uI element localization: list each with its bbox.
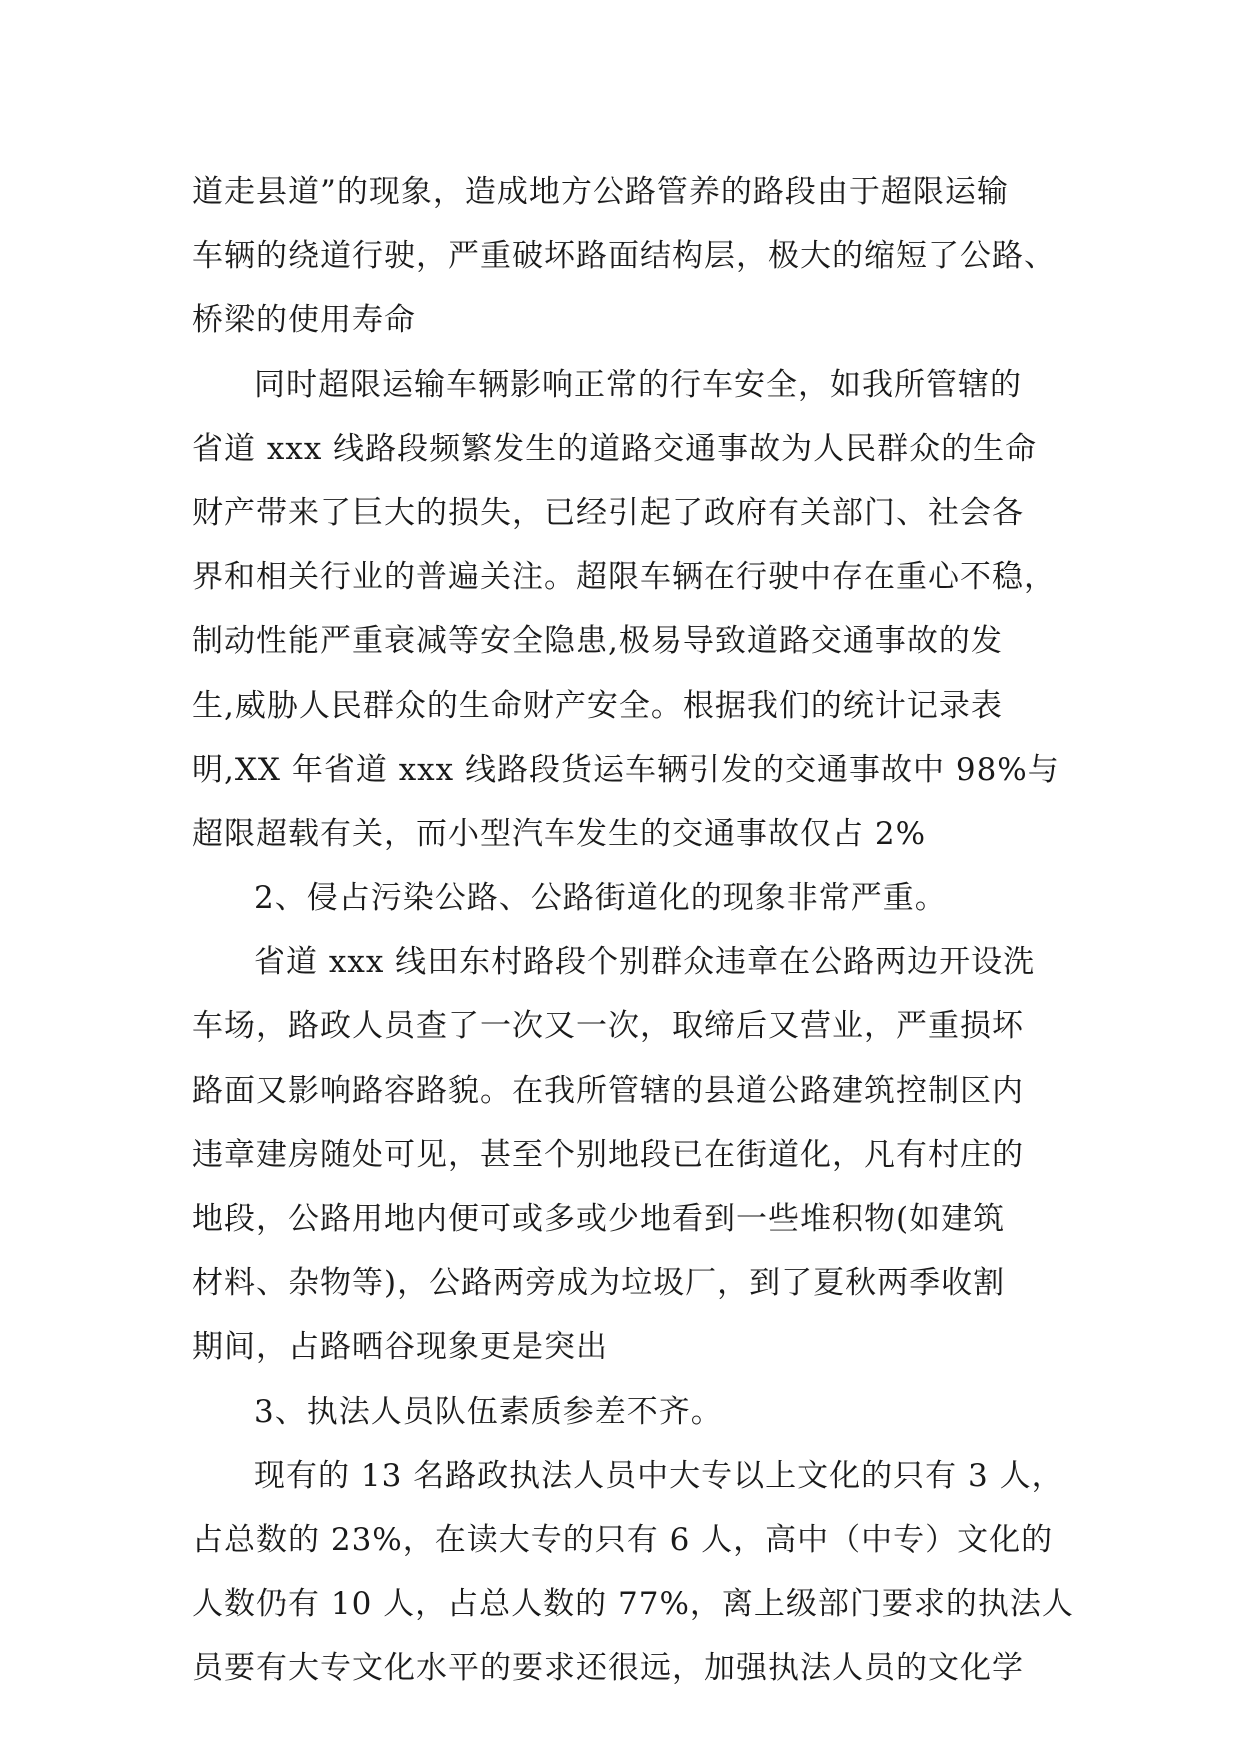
text-line: 车场，路政人员查了一次又一次，取缔后又营业，严重损坏 (192, 1008, 1024, 1045)
text-line: 省道 xxx 线路段频繁发生的道路交通事故为人民群众的生命 (192, 430, 1038, 467)
text-line: 财产带来了巨大的损失，已经引起了政府有关部门、社会各 (192, 494, 1024, 531)
text-line: 车辆的绕道行驶，严重破坏路面结构层，极大的缩短了公路、 (192, 238, 1056, 275)
text-line: 制动性能严重衰减等安全隐患,极易导致道路交通事故的发 (192, 623, 1003, 660)
text-line: 人数仍有 10 人，占总人数的 77%，离上级部门要求的执法人 (192, 1586, 1074, 1623)
text-line: 地段，公路用地内便可或多或少地看到一些堆积物(如建筑 (192, 1201, 1006, 1237)
text-line: 省道 xxx 线田东村路段个别群众违章在公路两边开设洗 (254, 944, 1036, 981)
text-line: 道走县道”的现象，造成地方公路管养的路段由于超限运输 (192, 174, 1009, 210)
text-line: 超限超载有关，而小型汽车发生的交通事故仅占 2% (192, 815, 927, 852)
text-line: 桥梁的使用寿命 (192, 302, 416, 339)
text-line: 3、执法人员队伍素质参差不齐。 (254, 1393, 723, 1430)
text-line: 路面又影响路容路貌。在我所管辖的县道公路建筑控制区内 (192, 1072, 1024, 1109)
text-line: 2、侵占污染公路、公路街道化的现象非常严重。 (254, 880, 947, 917)
text-line: 违章建房随处可见，甚至个别地段已在街道化，凡有村庄的 (192, 1136, 1024, 1173)
text-line: 界和相关行业的普遍关注。超限车辆在行驶中存在重心不稳， (192, 559, 1056, 596)
text-line: 占总数的 23%，在读大专的只有 6 人，高中（中专）文化的 (192, 1521, 1054, 1558)
document-body (192, 160, 1074, 1701)
text-line: 员要有大专文化水平的要求还很远，加强执法人员的文化学 (192, 1650, 1024, 1687)
text-line: 生,威胁人民群众的生命财产安全。根据我们的统计记录表 (192, 687, 1003, 724)
text-line: 明,XX 年省道 xxx 线路段货运车辆引发的交通事故中 98%与 (192, 751, 1060, 788)
text-line: 同时超限运输车辆影响正常的行车安全，如我所管辖的 (254, 366, 1022, 403)
text-line: 现有的 13 名路政执法人员中大专以上文化的只有 3 人， (254, 1457, 1064, 1494)
text-line: 期间，占路晒谷现象更是突出 (192, 1329, 608, 1366)
text-line: 材料、杂物等)，公路两旁成为垃圾厂，到了夏秋两季收割 (192, 1265, 1006, 1302)
